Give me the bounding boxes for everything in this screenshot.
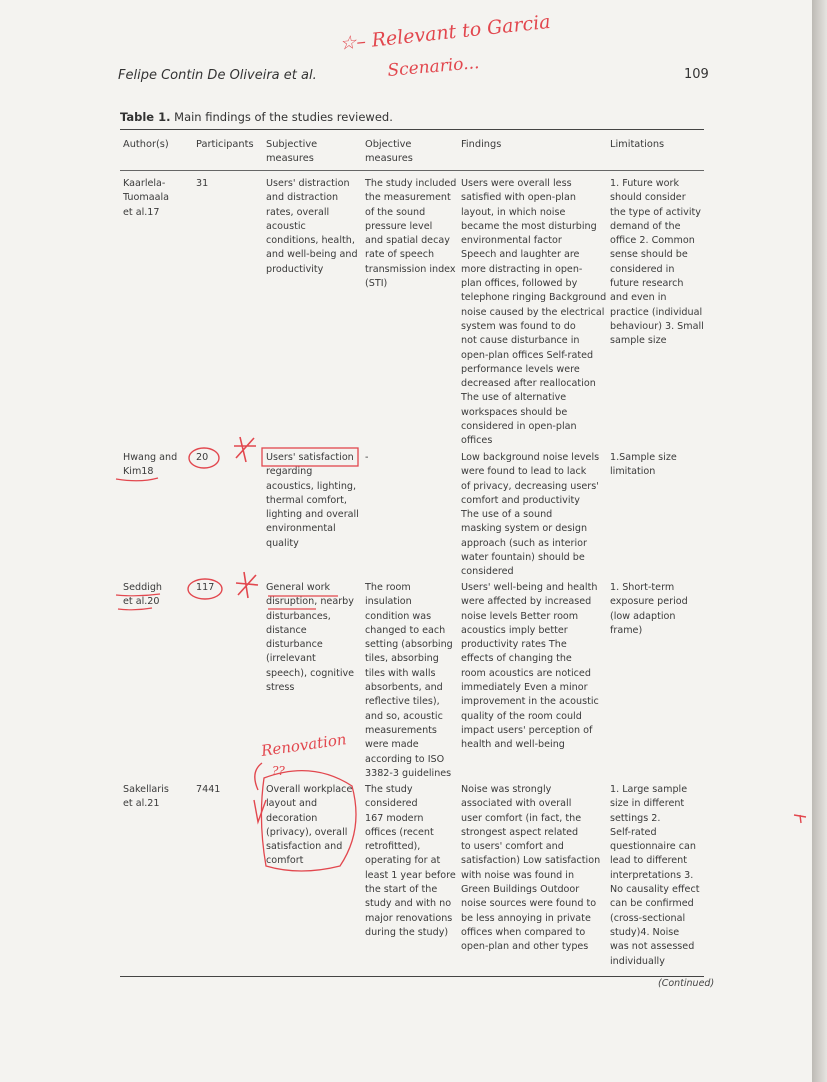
- row2-author: Hwang and Kim18: [123, 452, 178, 478]
- row3-author: Seddigh et al.20: [123, 582, 163, 608]
- row3-findings: Users' well-being and health were affected by increased noise levels Better room acoustics imply better productivity rates The effects of changing the room acoustics are noticed immediately Even a minor improvement in the acoustic quality of the room could impact users' perception of health and well-being: [461, 582, 599, 751]
- table-header-rule: [120, 170, 704, 171]
- row4-limitations: 1. Large sample size in different settings 2. Self-rated questionnaire can lead to different interpretations 3. No causality effect can be confirmed (cross-sectional study)4. Noise was not assessed individually: [610, 784, 700, 967]
- column-header-findings: Findings: [461, 139, 502, 150]
- row1-author: Kaarlela- Tuomaala et al.17: [123, 178, 170, 218]
- row1-objective: The study included the measurement of the sound pressure level and spatial decay rate of speech transmission index (STI): [365, 178, 457, 290]
- row2-subjective: Users' satisfaction regarding acoustics, lighting, thermal comfort, lighting and overall environmental quality: [266, 452, 359, 549]
- column-header-limitations: Limitations: [610, 139, 665, 150]
- row1-findings: Users were overall less satisfied with open-plan layout, in which noise became the most disturbing environmental factor Speech and laughter are more distracting in open- plan offices, followed by telephone ringing Background noise caused by the electrical system was found to do not cause disturbance in open-plan offices Self-rated performance levels were decreased after reallocation The use of alternative workspaces should be considered in open-plan offices: [461, 178, 607, 447]
- row4-participants: 7441: [196, 784, 221, 795]
- table-bottom-rule: [120, 976, 704, 977]
- row1-subjective: Users' distraction and distraction rates, overall acoustic conditions, health, and well-being and productivity: [266, 178, 358, 275]
- column-header-objective: Objective measures: [365, 139, 413, 164]
- row2-participants: 20: [196, 452, 209, 463]
- column-header-subjective: Subjective measures: [266, 139, 318, 164]
- row3-subjective: General work disruption, nearby disturbances, distance disturbance (irrelevant speech), cognitive stress: [266, 582, 355, 694]
- table-label: Table 1.: [120, 110, 171, 124]
- page-edge-shadow: [812, 0, 827, 1082]
- row2-findings: Low background noise levels were found to lead to lack of privacy, decreasing users' comfort and productivity The use of a sound masking system or design approach (such as interior water fountain) should be considered: [461, 452, 600, 578]
- page-number: 109: [684, 67, 709, 82]
- row3-objective: The room insulation condition was changed to each setting (absorbing tiles, absorbing tiles with walls absorbents, and reflective tiles), and so, acoustic measurements were made according to ISO 3382-3 guidelines: [365, 582, 453, 779]
- running-header-authors: Felipe Contin De Oliveira et al.: [118, 68, 317, 83]
- annotation-question-marks: ??: [272, 764, 285, 778]
- row4-findings: Noise was strongly associated with overall user comfort (in fact, the strongest aspect related to users' comfort and satisfaction) Low satisfaction with noise was found in Green Buildings Outdoor noise sources were found to be less annoying in private offices when compared to open-plan and other types: [461, 784, 601, 953]
- table-caption-text: Main findings of the studies reviewed.: [174, 110, 393, 124]
- continued-note: (Continued): [658, 978, 715, 989]
- column-header-authors: Author(s): [123, 139, 169, 150]
- row1-participants: 31: [196, 178, 209, 189]
- annotation-relevant-note: ☆– Relevant to Garcia: [338, 10, 552, 55]
- annotation-renovation: Renovation: [260, 730, 348, 760]
- row4-author: Sakellaris et al.21: [123, 784, 169, 810]
- row2-limitations: 1.Sample size limitation: [610, 452, 677, 478]
- column-header-participants: Participants: [196, 139, 254, 150]
- row1-limitations: 1. Future work should consider the type of activity demand of the office 2. Common sense should be considered in future research and even in practice (individual behaviour) 3. Small sample size: [610, 178, 704, 347]
- row3-limitations: 1. Short-term exposure period (low adaption frame): [610, 582, 688, 636]
- row4-subjective: Overall workplace layout and decoration (privacy), overall satisfaction and comfort: [266, 784, 353, 867]
- row3-participants: 117: [196, 582, 215, 593]
- annotation-scenario-note: Scenario...: [386, 53, 481, 81]
- table-caption: [120, 110, 393, 124]
- row2-objective: -: [365, 452, 369, 463]
- row4-objective: The study considered 167 modern offices (recent retrofitted), operating for at least 1 year before the start of the study and with no major renovations during the study): [365, 784, 456, 938]
- table-top-rule: [120, 129, 704, 130]
